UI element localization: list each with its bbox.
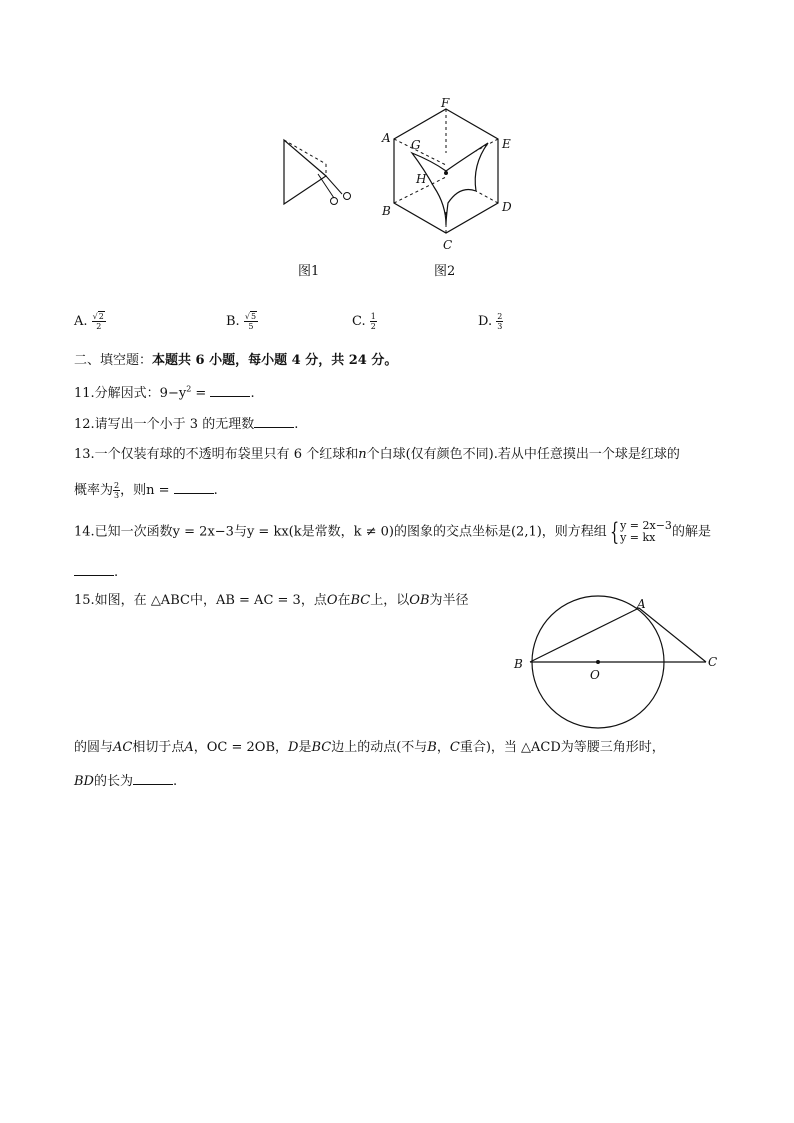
option-d-label: D.: [478, 314, 493, 329]
q12-end: .: [294, 417, 299, 432]
q15-seg-bc-2: BC: [311, 740, 332, 755]
q12-answer-blank[interactable]: [254, 414, 294, 428]
option-c-label: C.: [352, 314, 366, 329]
q15-comma: ，: [436, 740, 450, 755]
q13-denominator: 3: [114, 491, 120, 500]
q13-answer-blank[interactable]: [174, 480, 214, 494]
q11-equals: =: [191, 386, 211, 401]
figure-2-caption: 图2: [434, 264, 456, 279]
question-11: [74, 383, 255, 403]
q14-eq2: y = kx: [620, 531, 656, 544]
question-13-line-1: [74, 446, 680, 464]
q15-end: .: [173, 774, 178, 789]
q15-text-2c: ，OC = 2OB，: [193, 740, 289, 755]
hex-label-C: C: [443, 238, 453, 252]
q11-end: .: [250, 386, 255, 401]
option-d-numerator: 2: [497, 312, 503, 321]
q15-fig-label-O: O: [590, 668, 600, 682]
q11-prefix: 11.分解因式：9−y: [74, 386, 187, 401]
q14-prefix: 14.已知一次函数y = 2x−3与y = kx(k是常数，k ≠ 0)的图象的交点坐标是(2,1)，则方程组: [74, 524, 607, 540]
q15-text-2a: 的圆与: [74, 740, 114, 755]
figure-1: [276, 134, 356, 214]
q15-fig-label-C: C: [708, 655, 718, 669]
q15-text-1a: 15.如图，在: [74, 593, 151, 608]
hex-label-G: G: [411, 138, 421, 152]
q15-text-3b: 的长为: [93, 774, 133, 789]
option-a-label: A.: [74, 314, 88, 329]
hex-label-A: A: [382, 131, 391, 145]
option-c-fraction: [370, 312, 377, 331]
q15-seg-ac: AC: [113, 740, 133, 755]
question-14: [74, 520, 711, 544]
option-d: [478, 312, 503, 331]
question-13-line-2: [74, 480, 218, 500]
option-a: [74, 312, 106, 331]
q11-exponent: 2: [186, 384, 192, 394]
q15-point-b: B: [427, 740, 437, 755]
question-14-answer: [74, 562, 118, 582]
q15-triangle: △ABC: [150, 593, 190, 608]
hex-label-B: B: [382, 204, 391, 218]
option-a-fraction: $\frac{√2}{2}$: [92, 312, 104, 331]
q15-text-2d: 是: [298, 740, 312, 755]
q15-text-2b: 相切于点: [132, 740, 185, 755]
q13-text-b: 个白球(仅有颜色不同).若从中任意摸出一个球是红球的: [366, 447, 680, 462]
q13-end: .: [213, 483, 218, 498]
hex-label-F: F: [441, 96, 450, 110]
q15-seg-bc: BC: [350, 593, 371, 608]
q14-end: .: [114, 565, 119, 580]
q15-fig-label-A: A: [637, 597, 646, 611]
q15-seg-bd: BD: [74, 774, 94, 789]
hex-label-E: E: [502, 137, 511, 151]
q13-mid: ，则n =: [120, 483, 174, 498]
q13-probability-label: 概率为: [74, 483, 114, 498]
hex-label-H: H: [416, 172, 427, 186]
q15-text-2f: 重合)，当 △ACD为等腰三角形时，: [459, 740, 665, 755]
option-d-fraction: [496, 312, 503, 331]
q15-fig-label-B: B: [514, 657, 523, 671]
figure-2: [376, 95, 516, 255]
section-2-heading: [74, 352, 397, 370]
q14-brace: {: [609, 518, 620, 546]
option-b-fraction: $\frac{√5}{5}$: [244, 312, 257, 331]
section-2-prefix: 二、填空题：: [74, 353, 153, 368]
option-a-radicand: 2: [98, 312, 104, 321]
q14-eq1: y = 2x−3: [620, 519, 672, 532]
q15-seg-ob: OB: [409, 593, 430, 608]
option-b-denominator: 5: [248, 322, 254, 331]
option-b-radicand: 5: [250, 312, 257, 321]
option-d-denominator: 3: [497, 322, 503, 331]
question-15-line-2: [74, 739, 665, 757]
option-a-denominator: 2: [96, 322, 102, 331]
question-15-line-3: [74, 771, 177, 791]
figure-1-caption: 图1: [298, 264, 320, 279]
q15-text-2e: 边上的动点(不与: [331, 740, 428, 755]
q14-answer-blank[interactable]: [74, 562, 114, 576]
option-c: [352, 312, 377, 331]
q13-text-a: 13.一个仅装有球的不透明布袋里只有 6 个红球和: [74, 447, 359, 462]
q13-var-n: n: [358, 447, 367, 462]
q15-text-1e: 为半径: [429, 593, 469, 608]
q13-numerator: 2: [114, 481, 120, 490]
question-15-line-1: [74, 592, 469, 610]
q14-suffix: 的解是: [671, 524, 711, 540]
hex-label-D: D: [502, 200, 512, 214]
q15-point-a: A: [184, 740, 194, 755]
q15-answer-blank[interactable]: [133, 771, 173, 785]
section-2-text: 本题共 6 小题，每小题 4 分，共 24 分。: [152, 353, 398, 368]
q15-text-1b: 中，AB = AC = 3，点: [189, 593, 327, 608]
q15-text-1c: 在: [337, 593, 351, 608]
q15-point-d: D: [288, 740, 299, 755]
option-b-label: B.: [226, 314, 240, 329]
q11-answer-blank[interactable]: [210, 383, 250, 397]
q15-text-1d: 上，以: [370, 593, 410, 608]
option-c-denominator: 2: [370, 322, 376, 331]
q14-system: [620, 520, 672, 544]
q15-point-o: O: [326, 593, 338, 608]
question-12: [74, 414, 298, 434]
q15-figure: [510, 590, 730, 730]
option-b: [226, 312, 258, 331]
q12-text: 12.请写出一个小于 3 的无理数: [74, 417, 255, 432]
option-c-numerator: 1: [370, 312, 376, 321]
q15-point-c: C: [449, 740, 460, 755]
